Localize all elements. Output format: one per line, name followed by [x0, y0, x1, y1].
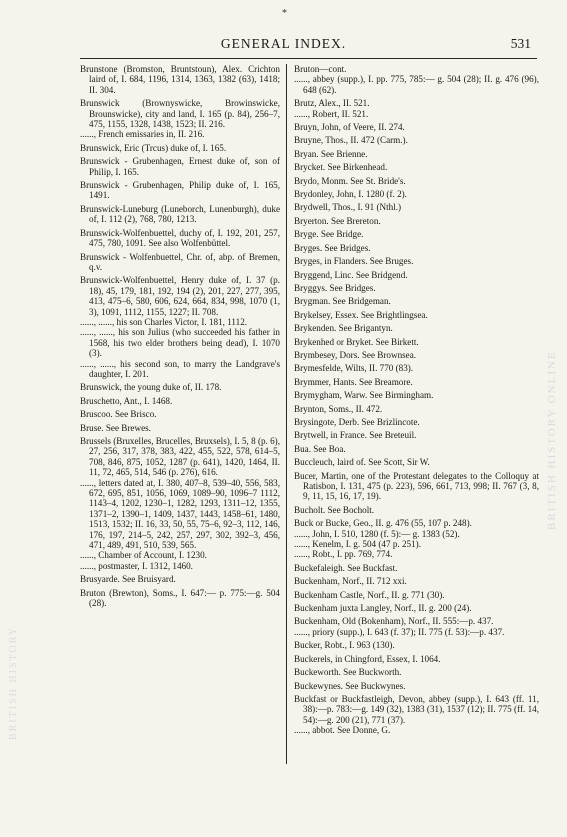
- index-entry: Bruyn, John, of Veere, II. 274.: [294, 122, 405, 133]
- index-entry: Buckewynes. See Buckwynes.: [294, 680, 406, 691]
- index-entry: Brycket. See Birkenhead.: [294, 162, 388, 173]
- index-entry: ......, Chamber of Account, I. 1230.: [80, 550, 207, 561]
- index-entry: Brygman. See Bridgeman.: [294, 296, 391, 307]
- index-entry: Brunswick, Eric (Trcus) duke of, I. 165.: [80, 142, 227, 153]
- index-entry: Bua. See Boa.: [294, 443, 346, 454]
- left-column: [80, 64, 280, 609]
- index-entry: Bryerton. See Brereton.: [294, 215, 381, 226]
- index-entry: Brymmer, Hants. See Breamore.: [294, 376, 413, 387]
- index-entry: Bryges, in Flanders. See Bruges.: [294, 256, 414, 267]
- index-entry: ......, French emissaries in, II. 216.: [80, 129, 205, 140]
- index-entry: Brymygham, Warw. See Birmingham.: [294, 390, 434, 401]
- index-entry: Buccleuch, laird of. See Scott, Sir W.: [294, 457, 430, 468]
- top-mark: *: [282, 8, 287, 19]
- column-divider: [286, 64, 287, 764]
- index-entry: Bruse. See Brewes.: [80, 422, 151, 433]
- index-entry: Brunswick (Brownyswicke, Browinswicke, Brounswicke), city and land, I. 165 (p. 84), 256–7, 475, 1155, 1328, 1438, 1523; II. 216.: [80, 98, 280, 130]
- index-entry: ......, Robert, II. 521.: [294, 108, 369, 119]
- index-entry: Brysingote, Derb. See Brizlincote.: [294, 416, 420, 427]
- index-entry: Bryggend, Linc. See Bridgend.: [294, 269, 408, 280]
- index-entry: Brunswick-Wolfenbuettel, duchy of, I. 192, 201, 257, 475, 780, 1091. See also Wolfenbüttel.: [80, 227, 280, 249]
- index-entry: Buck or Bucke, Geo., II. g. 476 (55, 107 p. 248).: [294, 518, 472, 529]
- index-entry: Brynton, Soms., II. 472.: [294, 403, 383, 414]
- index-entry: Brykelsey, Essex. See Brightlingsea.: [294, 309, 428, 320]
- right-column: [294, 64, 539, 736]
- index-entry: ......, priory (supp.), I. 643 (f. 37); II. 775 (f. 53):—p. 437.: [294, 626, 505, 637]
- index-entry: Bryan. See Brienne.: [294, 148, 368, 159]
- index-entry: Bruscoo. See Brisco.: [80, 409, 157, 420]
- index-entry: Buckeworth. See Buckworth.: [294, 667, 402, 678]
- index-entry: Brydwell, Thos., I. 91 (Nthl.): [294, 202, 402, 213]
- index-entry: Bruton (Brewton), Soms., I. 647:— p. 775:—g. 504 (28).: [80, 587, 280, 609]
- index-entry: Bucer, Martin, one of the Protestant delegates to the Colloquy at Ratisbon, I. 131, 475 (p. 223), 596, 661, 713, 998; II. 767 (3, 8, 9, 11, 15, 16, 17, 19).: [294, 470, 539, 502]
- index-entry: Brydo, Monm. See St. Bride's.: [294, 175, 406, 186]
- index-entry: ......, John, I. 510, 1280 (f. 5):— g. 1383 (52).: [294, 528, 460, 539]
- index-entry: Brunswick - Grubenhagen, Philip duke of, I. 165, 1491.: [80, 180, 280, 201]
- index-entry: ......, abbey (supp.), I. pp. 775, 785:— g. 504 (28); II. g. 476 (96), 648 (62).: [294, 74, 539, 95]
- index-entry: Brymbesey, Dors. See Brownsea.: [294, 349, 417, 360]
- index-entry: ......, ......, his son Julius (who succeeded his father in 1568, his two elder brothers being dead), I. 1070 (3).: [80, 327, 280, 359]
- page-title: GENERAL INDEX.: [220, 36, 347, 51]
- index-entry: Buckenham, Norf., II. 712 xxi.: [294, 576, 407, 587]
- index-entry: ......, postmaster, I. 1312, 1460.: [80, 560, 193, 571]
- index-entry: ......, abbot. See Donne, G.: [294, 725, 391, 736]
- index-entry: Bruton—cont.: [294, 64, 347, 74]
- index-entry: Brunswick - Grubenhagen, Ernest duke of, son of Philip, I. 165.: [80, 156, 280, 177]
- index-entry: Bryggys. See Bridges.: [294, 282, 376, 293]
- index-entry: Bruschetto, Ant., I. 1468.: [80, 395, 173, 406]
- index-entry: Brykenhed or Bryket. See Birkett.: [294, 336, 419, 347]
- index-entry: Brussels (Bruxelles, Brucelles, Bruxsels), I. 5, 8 (p. 6), 27, 256, 317, 378, 383, 422, 455, 522, 578, 614–5, 708, 846, 875, 1052, 1287 (p. 641), 1420, 1464, II. 11, 72, 465, 514, 546 (p. 276), 616.: [80, 436, 280, 478]
- index-entry: Bruyne, Thos., II. 472 (Carm.).: [294, 135, 408, 146]
- index-entry: Bucker, Robt., I. 963 (130).: [294, 640, 395, 651]
- index-entry: Brunswick-Luneburg (Luneborch, Lunenburgh), duke of, I. 112 (2), 768, 780, 1213.: [80, 203, 280, 225]
- watermark-left: BRITISH HISTORY: [8, 626, 19, 740]
- index-entry: Brutz, Alex., II. 521.: [294, 98, 370, 109]
- index-entry: Brunswick - Wolfenbuettel, Chr. of, abp. of Bremen, q.v.: [80, 251, 280, 272]
- index-entry: Buckenham Castle, Norf., II. g. 771 (30).: [294, 589, 445, 600]
- index-entry: ......, Kenelm, I. g. 504 (47 p. 251).: [294, 539, 421, 550]
- index-entry: Brykenden. See Brigantyn.: [294, 323, 393, 334]
- page-number: 531: [510, 36, 531, 51]
- index-entry: Buckfast or Buckfastleigh, Devon, abbey (supp.), I. 643 (ff. 11, 38):—p. 783:—g. 149 (32), 1383 (31), 1537 (12); II. 775 (ff. 14, 54):—g. 200 (21), 771 (37).: [294, 693, 539, 725]
- index-entry: Buckefaleigh. See Buckfast.: [294, 562, 398, 573]
- index-entry: Buckerels, in Chingford, Essex, I. 1064.: [294, 653, 441, 664]
- index-entry: Brusyarde. See Bruisyard.: [80, 574, 176, 585]
- index-entry: Brydonley, John, I. 1280 (f. 2).: [294, 189, 407, 200]
- index-entry: Brunswick-Wolfenbuettel, Henry duke of, I. 37 (p. 18), 45, 179, 181, 192, 194 (2), 201, 227, 277, 395, 413, 475–6, 580, 606, 624, 664, 834, 998, 1070 (1, 3), 1091, 1112, 1155, 1227; II. 708.: [80, 275, 280, 317]
- index-entry: Bryge. See Bridge.: [294, 229, 364, 240]
- index-entry: Brunswick, the young duke of, II. 178.: [80, 382, 222, 393]
- index-entry: Bryges. See Bridges.: [294, 242, 371, 253]
- running-header: [0, 36, 567, 54]
- index-entry: Bucholt. See Bocholt.: [294, 504, 375, 515]
- header-rule: [80, 58, 537, 59]
- index-entry: ......, Robt., I. pp. 769, 774.: [294, 549, 393, 560]
- index-entry: ......, ......, his son Charles Victor, I. 181, 1112.: [80, 316, 248, 327]
- index-entry: Brymesfelde, Wilts, II. 770 (83).: [294, 363, 414, 374]
- watermark-right: BRITISH HISTORY ONLINE: [546, 350, 558, 530]
- index-entry: Brytwell, in France. See Breteuil.: [294, 430, 417, 441]
- index-entry: Brunstone (Bromston, Bruntstoun), Alex. Crichton laird of, I. 684, 1196, 1314, 1363, 1382 (63), 1418; II. 304.: [80, 64, 280, 95]
- index-entry: ......, letters dated at, I. 380, 407–8, 539–40, 556, 583, 672, 695, 851, 1056, 1069, 1089–90, 1096–7 1112, 1143–4, 1202, 1230–1, 1282, 1293, 1311–12, 1355, 1371–2, 1390–1, 1409, 1437, 1443, 1458–61, 1480, 1513, 1532; II. 16, 33, 50, 55, 75–6, 92–3, 112, 146, 176, 197, 214–5, 242, 257, 297, 302, 392–3, 456, 471, 489, 491, 510, 539, 565.: [80, 477, 280, 551]
- index-entry: Buckenham juxta Langley, Norf., II. g. 200 (24).: [294, 603, 472, 614]
- index-entry: ......, ......, his second son, to marry the Landgrave's daughter, I. 201.: [80, 358, 280, 379]
- index-entry: Buckenham, Old (Bokenham), Norf., II. 555:—p. 437.: [294, 616, 494, 627]
